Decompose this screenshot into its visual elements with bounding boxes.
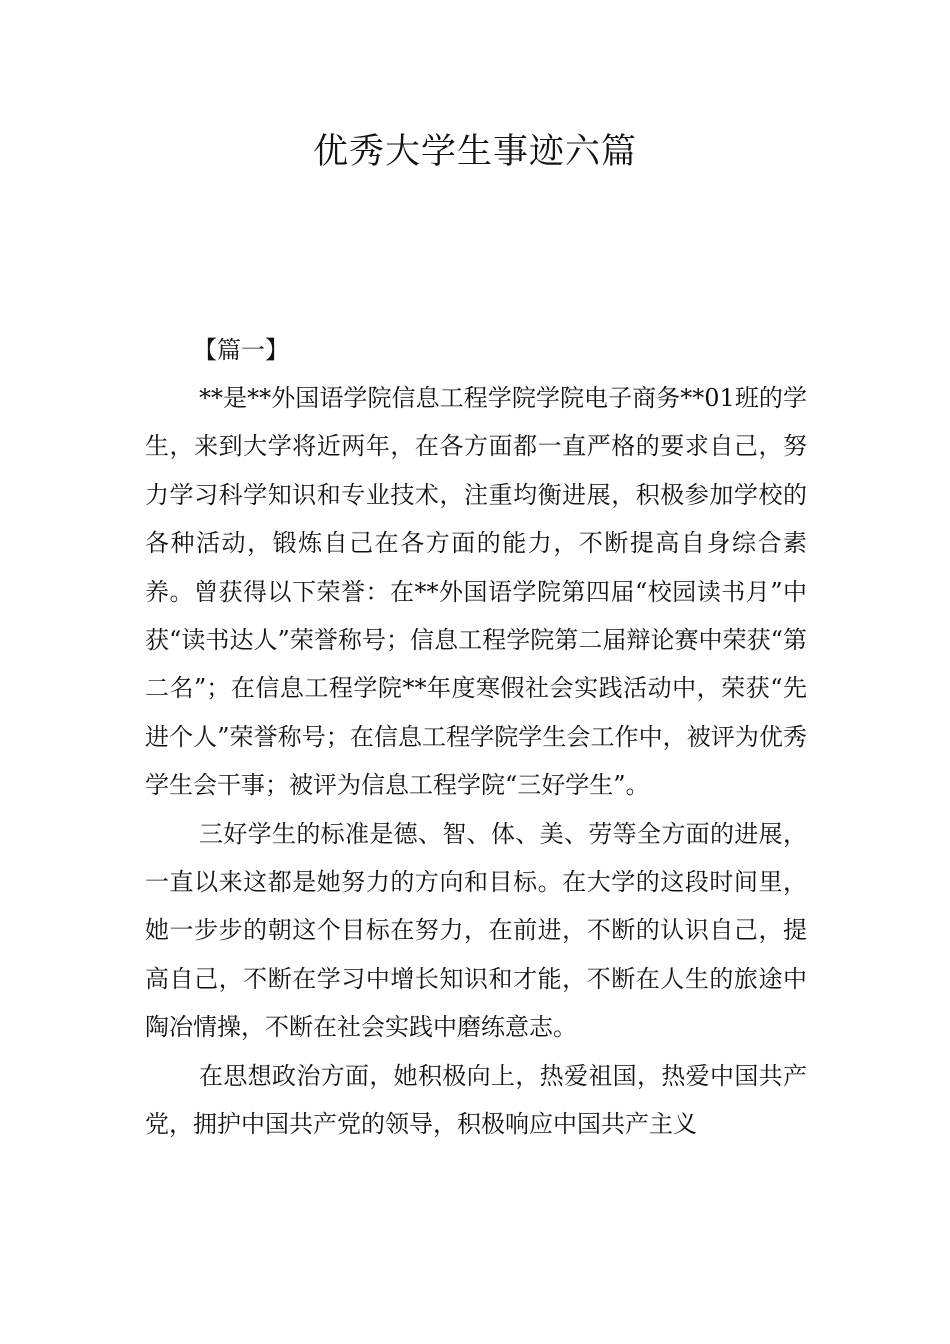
document-body bbox=[145, 326, 807, 1149]
paragraph-2: 三好学生的标准是德、智、体、美、劳等全方面的进展，一直以来这都是她努力的方向和目标。在大学的这段时间里，她一步步的朝这个目标在努力，在前进，不断的认识自己，提高自己，不断在学习中增长知识和才能，不断在人生的旅途中陶冶情操，不断在社会实践中磨练意志。 bbox=[145, 819, 807, 1042]
paragraph-1: **是**外国语学院信息工程学院学院电子商务**01班的学生，来到大学将近两年，在各方面都一直严格的要求自己，努力学习科学知识和专业技术，注重均衡进展，积极参加学校的各种活动，锻炼自己在各方面的能力，不断提高自身综合素养。曾获得以下荣誉：在**外国语学院第四届“校园读书月”中获“读书达人”荣誉称号；信息工程学院第二届辩论赛中荣获“第二名”；在信息工程学院**年度寒假社会实践活动中，荣获“先进个人”荣誉称号；在信息工程学院学生会工作中，被评为优秀学生会干事；被评为信息工程学院“三好学生”。 bbox=[145, 384, 807, 800]
document-title: 优秀大学生事迹六篇 bbox=[312, 132, 637, 172]
paragraph-3: 在思想政治方面，她积极向上，热爱祖国，热爱中国共产党，拥护中国共产党的领导，积极响应中国共产主义 bbox=[145, 1061, 807, 1139]
section-heading: 【篇一】 bbox=[193, 336, 289, 364]
